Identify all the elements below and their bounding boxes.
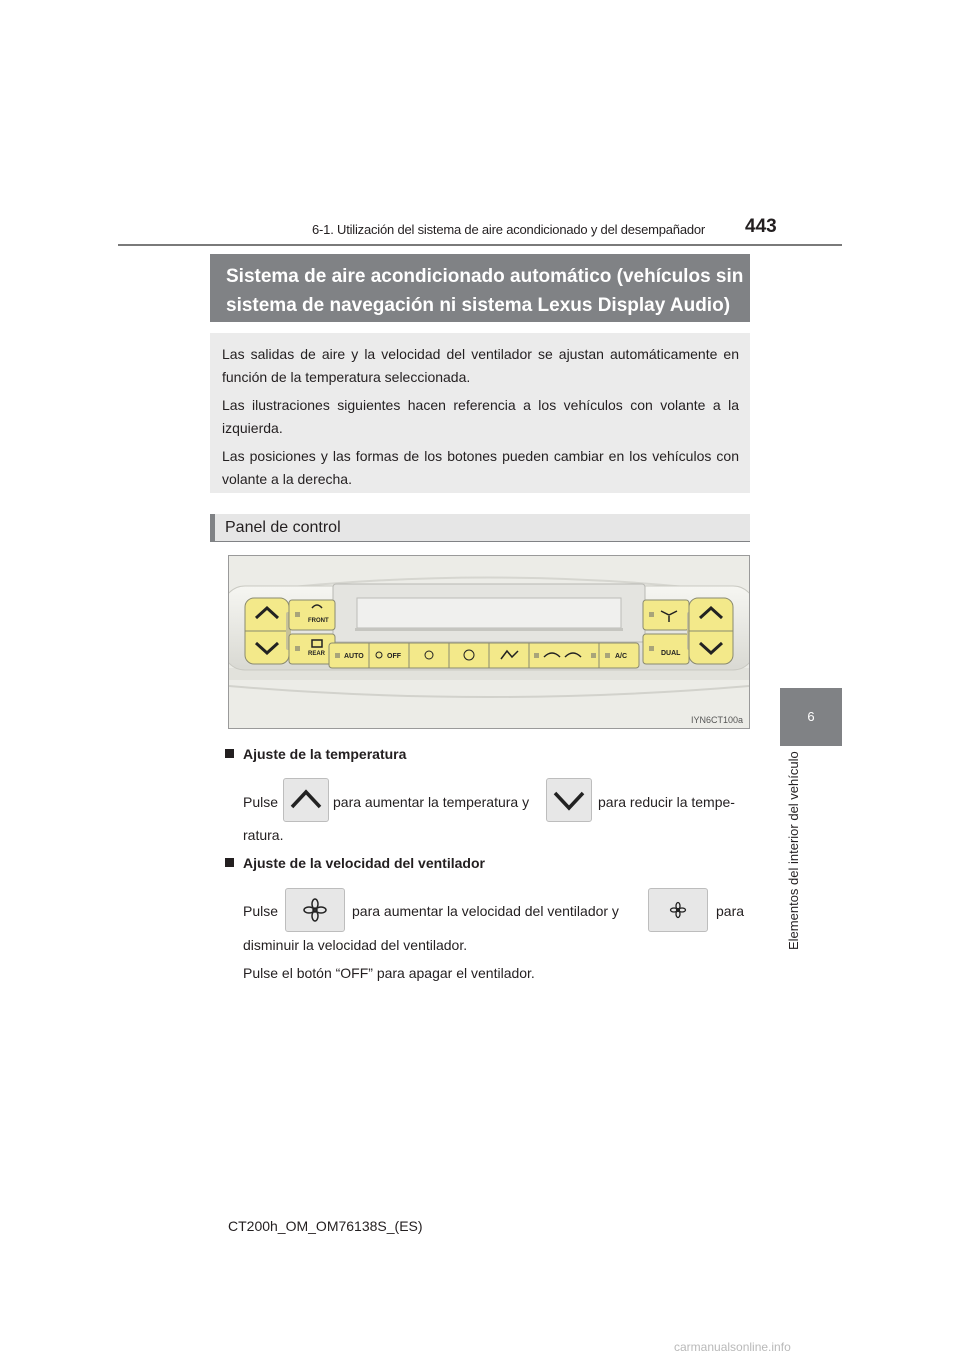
- fan-text-continued: disminuir la velocidad del ventilador.: [243, 937, 468, 953]
- temp-up-button-icon: [283, 778, 329, 822]
- control-panel-drawing: [229, 556, 749, 728]
- intro-paragraph: Las ilustraciones siguientes hacen referencia a los vehículos con volante a la izquierda.: [222, 397, 739, 436]
- temperature-text-after: para reducir la tempe-: [598, 794, 735, 810]
- dual-label: DUAL: [661, 650, 681, 657]
- temperature-text-middle: para aumentar la temperatura y: [333, 794, 530, 810]
- ac-label: A/C: [615, 653, 628, 660]
- temperature-text-before: Pulse: [243, 794, 279, 810]
- temperature-heading: Ajuste de la temperatura: [225, 746, 406, 762]
- subsection-header: [210, 514, 750, 542]
- page-number: 443: [745, 216, 777, 237]
- fan-text-middle: para aumentar la velocidad del ventilador y: [352, 903, 619, 919]
- bullet-square-icon: [225, 749, 234, 758]
- temp-down-button-icon: [546, 778, 592, 822]
- image-code: IYN6CT100a: [690, 715, 743, 725]
- front-label: FRONT: [308, 618, 329, 624]
- fan-off-note: Pulse el botón “OFF” para apagar el ventilador.: [243, 965, 535, 981]
- fan-up-button-icon: [285, 888, 345, 932]
- section-title-line-2: sistema de navegación ni sistema Lexus Display Audio): [226, 295, 731, 316]
- fan-down-button-icon: [648, 888, 708, 932]
- header-divider: [118, 244, 842, 246]
- chapter-title: Elementos del interior del vehículo: [786, 751, 801, 950]
- intro-paragraph: Las posiciones y las formas de los botones pueden cambiar en los vehículos con volante a la derecha.: [222, 448, 739, 487]
- bullet-square-icon: [225, 858, 234, 867]
- control-panel-illustration: [228, 555, 750, 729]
- chapter-tab: 6: [780, 688, 842, 746]
- section-title-line-1: Sistema de aire acondicionado automático (vehículos sin: [226, 266, 744, 287]
- document-footer-code: CT200h_OM_OM76138S_(ES): [228, 1218, 423, 1234]
- watermark: carmanualsonline.info: [674, 1340, 791, 1354]
- intro-paragraph: Las salidas de aire y la velocidad del ventilador se ajustan automáticamente en función de la temperatura seleccionada.: [222, 346, 739, 385]
- fan-text-after: para: [716, 903, 745, 919]
- fan-heading: Ajuste de la velocidad del ventilador: [225, 855, 485, 871]
- off-label: OFF: [387, 653, 401, 660]
- subsection-title: Panel de control: [225, 519, 341, 536]
- auto-label: AUTO: [344, 653, 364, 660]
- intro-box: [210, 333, 750, 493]
- fan-text-before: Pulse: [243, 903, 279, 919]
- chapter-side-label: [786, 751, 806, 951]
- section-title: [210, 254, 750, 322]
- header-section-title: 6-1. Utilización del sistema de aire acondicionado y del desempañador: [312, 222, 706, 237]
- rear-label: REAR: [308, 651, 326, 657]
- temperature-text-continued: ratura.: [243, 827, 284, 843]
- page-header: [0, 0, 960, 250]
